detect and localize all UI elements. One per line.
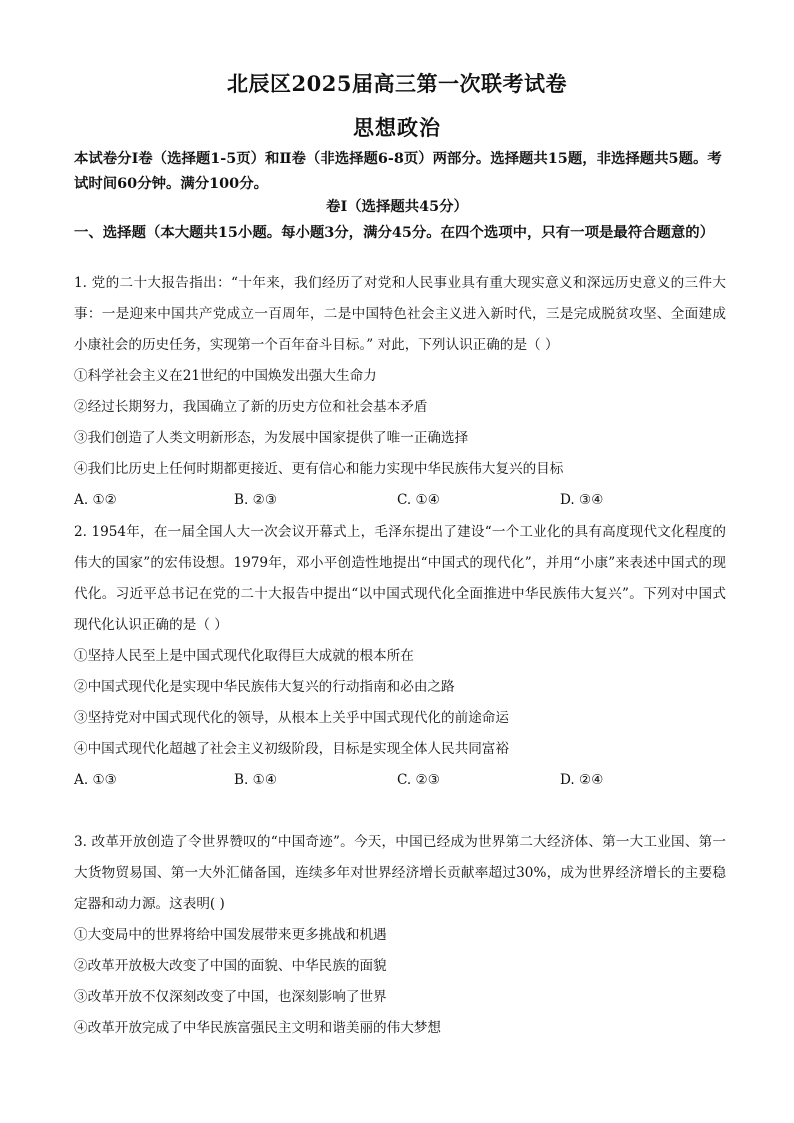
answer-options (74, 485, 726, 516)
question-2 (74, 517, 726, 796)
statement-2: ②改革开放极大改变了中国的面貌、中华民族的面貌 (74, 958, 387, 974)
statement-4: ④中国式现代化超越了社会主义初级阶段，目标是实现全体人民共同富裕 (74, 741, 509, 757)
question-1 (74, 268, 726, 516)
option-b[interactable]: B. ②③ (234, 492, 278, 508)
question-stem: 2. 1954年，在一届全国人大一次会议开幕式上，毛泽东提出了建设“一个工业化的具有高度现代文化程度的伟大的国家”的宏伟设想。1979年，邓小平创造性地提出“中国式的现代化”，并用“小康”来表述中国式的现代化。习近平总书记在党的二十大报告中提出“以中国式现代化全面推进中华民族伟大复兴”。下列对中国式现代化认识正确的是（ ） (74, 524, 726, 633)
statement-3: ③我们创造了人类文明新形态，为发展中国家提供了唯一正确选择 (74, 430, 469, 446)
option-a[interactable]: A. ①③ (74, 772, 117, 788)
exam-title: 北辰区2025届高三第一次联考试卷 (227, 71, 567, 96)
section-heading: 一、选择题（本大题共15小题。每小题3分，满分45分。在四个选项中，只有一项是最符合题意的） (74, 224, 715, 241)
statement-3: ③改革开放不仅深刻改变了中国，也深刻影响了世界 (74, 989, 387, 1005)
statement-1: ①大变局中的世界将给中国发展带来更多挑战和机遇 (74, 927, 387, 943)
statement-4: ④我们比历史上任何时期都更接近、更有信心和能力实现中华民族伟大复兴的目标 (74, 461, 564, 477)
statement-1: ①坚持人民至上是中国式现代化取得巨大成就的根本所在 (74, 648, 414, 664)
subject-title: 思想政治 (353, 115, 441, 140)
statement-2: ②中国式现代化是实现中华民族伟大复兴的行动指南和必由之路 (74, 679, 455, 695)
part-one-title: 卷Ⅰ（选择题共45分） (326, 198, 468, 215)
exam-instructions: 本试卷分Ⅰ卷（选择题1-5页）和Ⅱ卷（非选择题6-8页）两部分。选择题共15题，非选择题共5题。考试时间60分钟。满分100分。 (74, 150, 722, 192)
answer-options (74, 765, 726, 796)
statement-1: ①科学社会主义在21世纪的中国焕发出强大生命力 (74, 368, 377, 384)
question-3 (74, 827, 726, 1044)
option-b[interactable]: B. ①④ (234, 772, 278, 788)
question-stem: 3. 改革开放创造了令世界赞叹的“中国奇迹”。今天，中国已经成为世界第二大经济体、第一大工业国、第一大货物贸易国、第一大外汇储备国，连续多年对世界经济增长贡献率超过30%，成为世界经济增长的主要稳定器和动力源。这表明( ) (74, 834, 726, 912)
option-d[interactable]: D. ②④ (560, 772, 604, 788)
statement-3: ③坚持党对中国式现代化的领导，从根本上关乎中国式现代化的前途命运 (74, 710, 509, 726)
option-a[interactable]: A. ①② (74, 492, 117, 508)
option-c[interactable]: C. ①④ (397, 492, 440, 508)
option-d[interactable]: D. ③④ (560, 492, 604, 508)
question-stem: 1. 党的二十大报告指出：“十年来，我们经历了对党和人民事业具有重大现实意义和深远历史意义的三件大事：一是迎来中国共产党成立一百周年，二是中国特色社会主义进入新时代，三是完成脱贫攻坚、全面建成小康社会的历史任务，实现第一个百年奋斗目标。” 对此，下列认识正确的是（ ） (74, 275, 726, 353)
option-c[interactable]: C. ②③ (397, 772, 440, 788)
statement-4: ④改革开放完成了中华民族富强民主文明和谐美丽的伟大梦想 (74, 1020, 442, 1036)
statement-2: ②经过长期努力，我国确立了新的历史方位和社会基本矛盾 (74, 399, 428, 415)
